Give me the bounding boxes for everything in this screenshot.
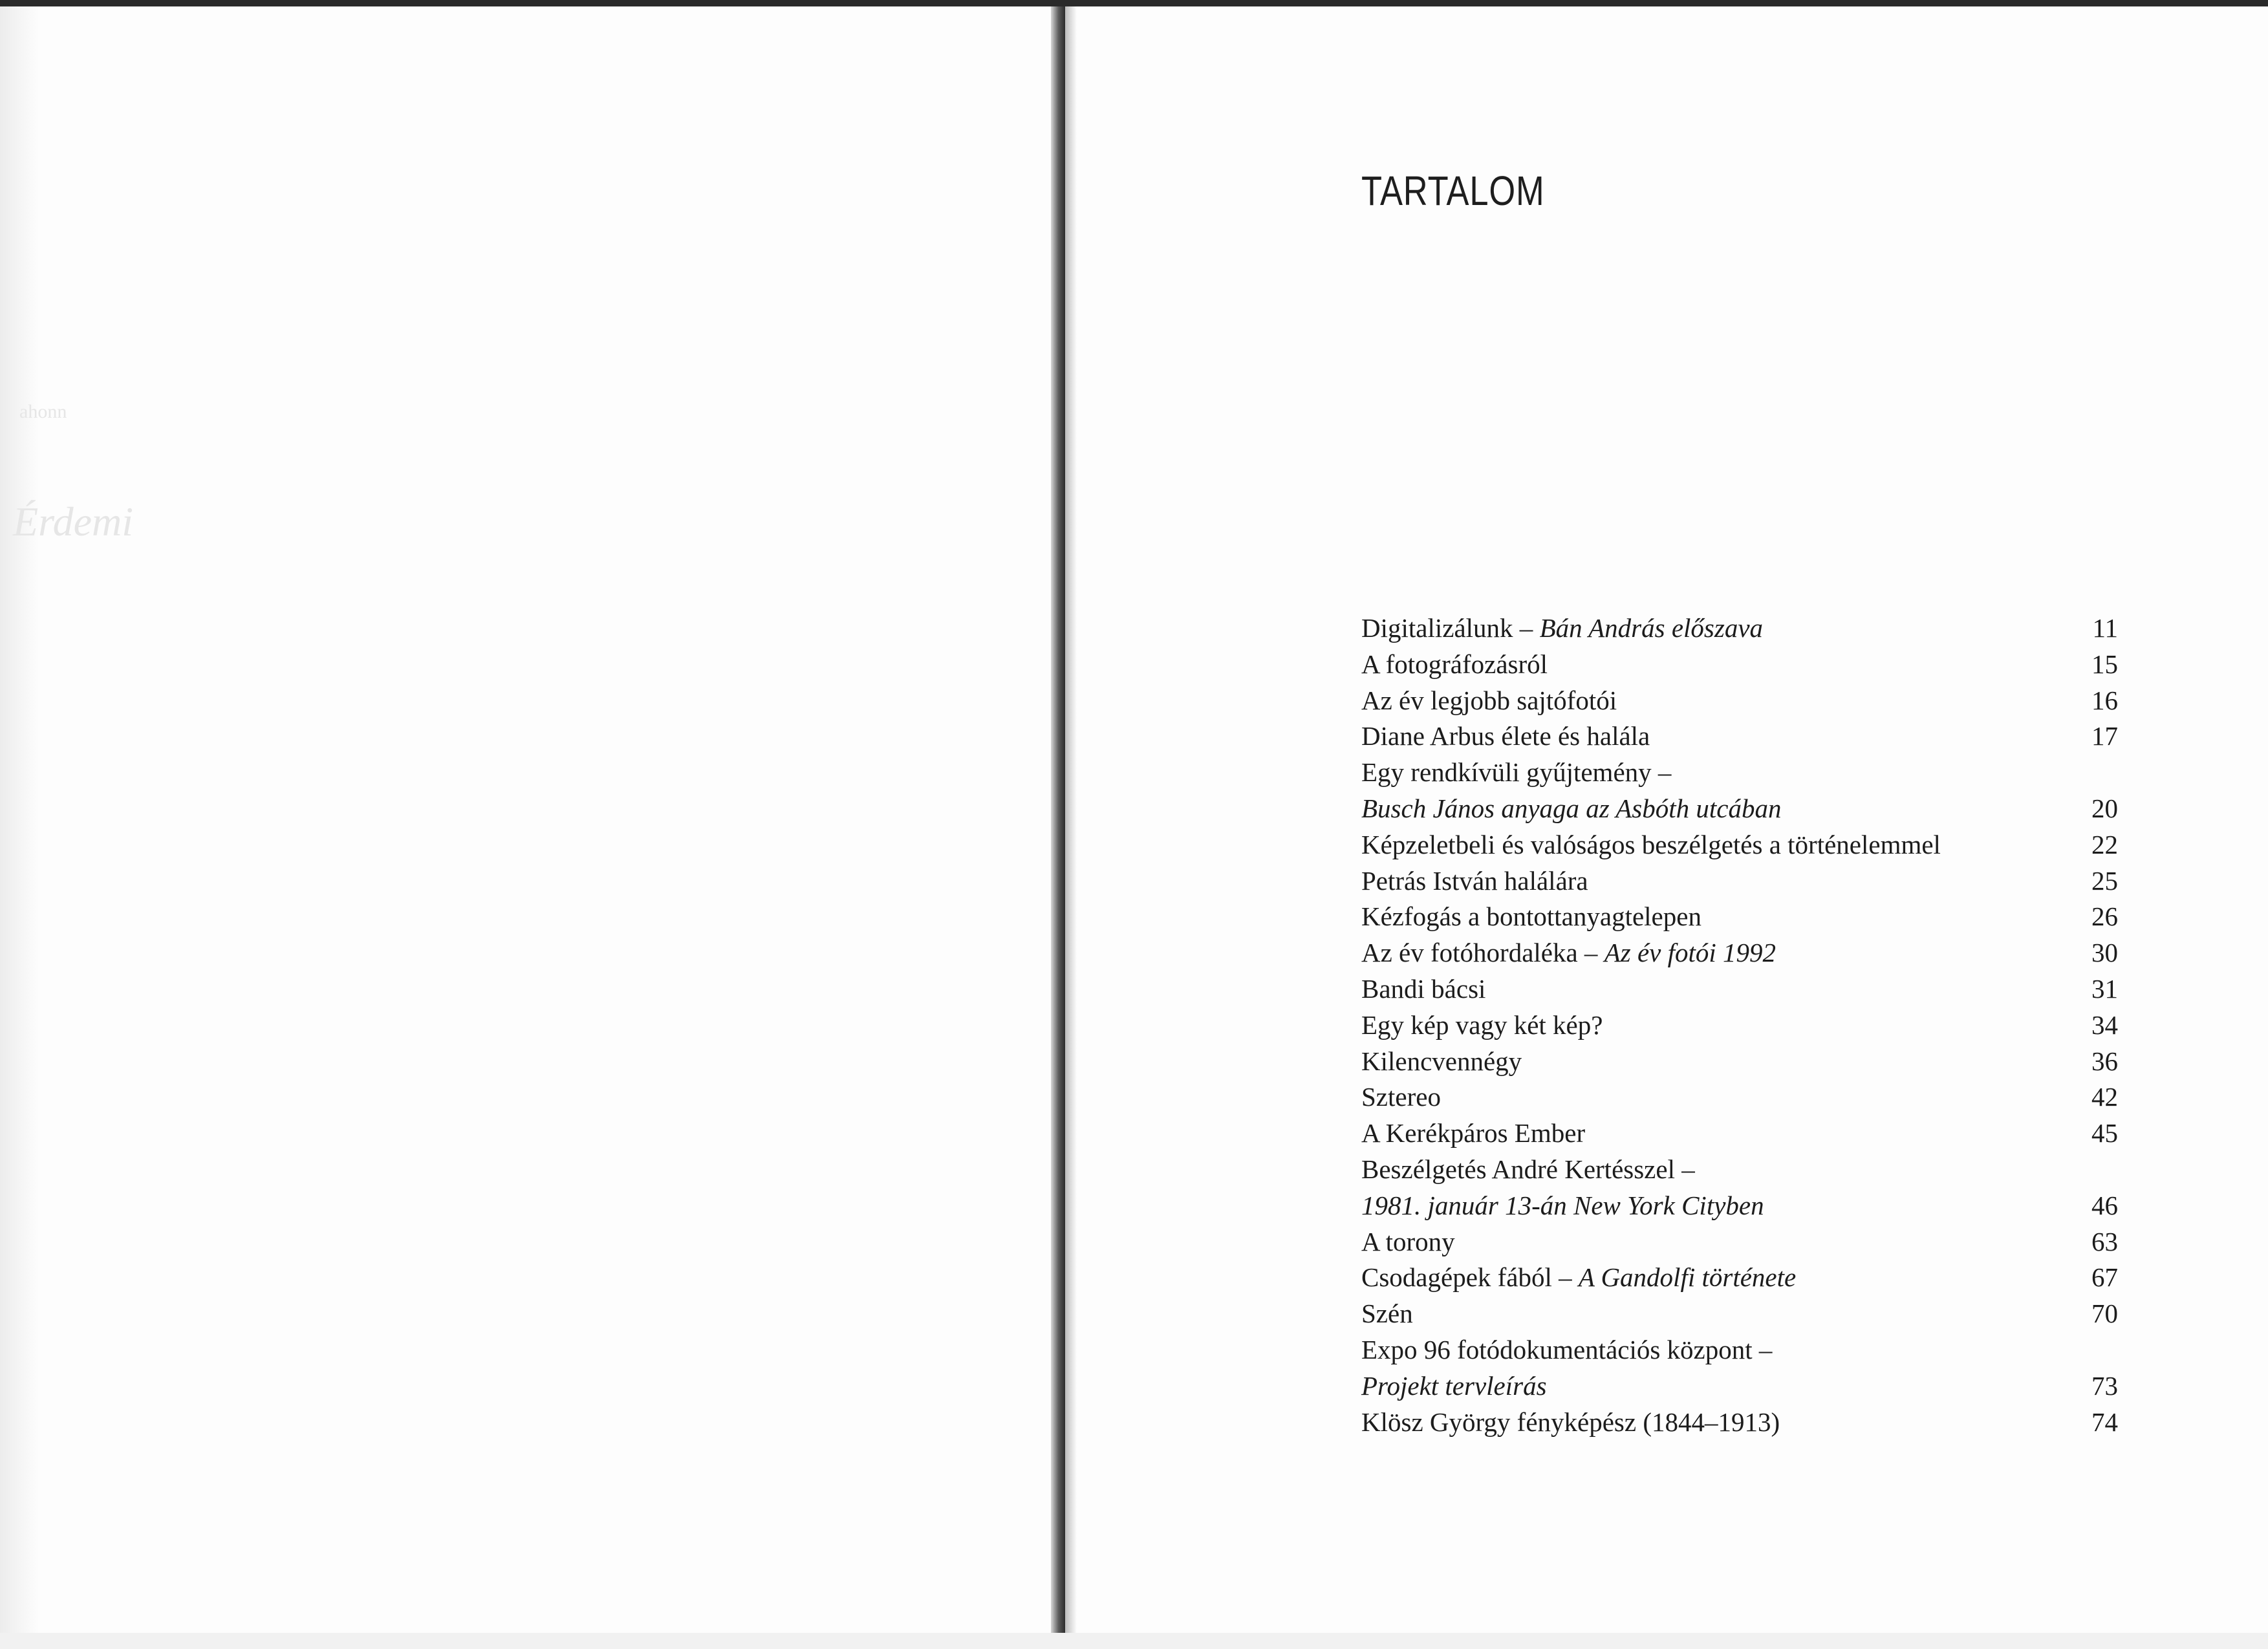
toc-entry	[1361, 1332, 2118, 1405]
toc-entry-title: Bandi bácsi	[1361, 973, 1486, 1004]
book-spine	[1051, 6, 1065, 1633]
toc-entry-title: Egy rendkívüli gyűjtemény –	[1361, 757, 1672, 788]
toc-entry	[1361, 1224, 2118, 1260]
toc-entry-subtitle: Projekt tervleírás	[1361, 1370, 1547, 1401]
toc-page-number: 22	[2091, 829, 2118, 859]
toc-entry-title: A fotográfozásról	[1361, 649, 1548, 679]
toc-entry-title: Petrás István halálára	[1361, 865, 1588, 896]
toc-page-number: 16	[2091, 685, 2118, 715]
table-of-contents	[1361, 610, 2118, 1440]
toc-entry-title: Az év fotóhordaléka –	[1361, 938, 1604, 968]
toc-page-number: 74	[2091, 1406, 2118, 1437]
toc-entry	[1361, 1296, 2118, 1332]
toc-entry-text	[1361, 610, 1763, 647]
toc-page-number: 42	[2091, 1082, 2118, 1112]
toc-entry	[1361, 1044, 2118, 1080]
toc-entry-text	[1361, 1260, 1796, 1296]
toc-page-number: 31	[2091, 973, 2118, 1004]
toc-entry	[1361, 1260, 2118, 1296]
spine-shadow	[1065, 6, 1077, 1633]
toc-entry-text	[1361, 755, 1782, 827]
toc-entry	[1361, 718, 2118, 755]
toc-entry-subtitle: Bán András előszava	[1539, 613, 1764, 643]
toc-entry	[1361, 863, 2118, 900]
toc-entry-text	[1361, 935, 1776, 971]
toc-entry-subtitle: Az év fotói 1992	[1604, 938, 1777, 968]
toc-entry-title: A torony	[1361, 1226, 1455, 1256]
toc-entry	[1361, 971, 2118, 1008]
bleed-through-text: Érdemi	[13, 499, 134, 544]
toc-entry-title: Sztereo	[1361, 1082, 1441, 1112]
toc-entry-title: Digitalizálunk –	[1361, 613, 1540, 643]
toc-entry-subtitle: A Gandolfi története	[1578, 1262, 1797, 1293]
toc-page-number: 26	[2091, 901, 2118, 932]
toc-entry	[1361, 827, 2118, 863]
toc-entry-title: Expo 96 fotódokumentációs központ –	[1361, 1334, 1773, 1364]
left-page	[0, 6, 1051, 1633]
toc-page-number: 20	[2091, 793, 2118, 823]
toc-entry-subtitle: 1981. január 13-án New York Cityben	[1361, 1190, 1764, 1220]
toc-entry	[1361, 610, 2118, 647]
toc-entry	[1361, 647, 2118, 683]
toc-entry-title: Diane Arbus élete és halála	[1361, 721, 1650, 751]
toc-page-number: 15	[2091, 649, 2118, 679]
toc-page-number: 67	[2091, 1262, 2118, 1293]
toc-entry-title: Kilencvennégy	[1361, 1046, 1522, 1076]
toc-page-number: 25	[2091, 865, 2118, 896]
toc-entry	[1361, 1152, 2118, 1224]
toc-entry	[1361, 935, 2118, 971]
toc-entry-subtitle: Busch János anyaga az Asbóth utcában	[1361, 793, 1782, 823]
toc-entry-title: Az év legjobb sajtófotói	[1361, 685, 1617, 715]
toc-page-number: 63	[2091, 1226, 2118, 1256]
toc-entry-title: Kézfogás a bontottanyagtelepen	[1361, 901, 1701, 932]
toc-entry	[1361, 755, 2118, 827]
toc-page-number: 70	[2091, 1299, 2118, 1329]
toc-entry-text	[1361, 1332, 1772, 1405]
toc-page-number: 45	[2091, 1118, 2118, 1148]
toc-page-number: 46	[2091, 1190, 2118, 1220]
toc-page-number: 11	[2092, 613, 2118, 643]
toc-entry	[1361, 1116, 2118, 1152]
toc-entry-title: Klösz György fényképész (1844–1913)	[1361, 1406, 1780, 1437]
toc-page-number: 30	[2091, 938, 2118, 968]
scan-top-edge	[0, 0, 2268, 6]
toc-entry	[1361, 683, 2118, 719]
toc-page-number: 34	[2091, 1009, 2118, 1040]
left-page-edge-shade	[0, 6, 39, 1633]
bleed-through-text: ahonn	[19, 401, 67, 422]
scan-bottom-edge	[0, 1633, 2268, 1649]
toc-entry-title: Szén	[1361, 1299, 1413, 1329]
toc-page-number: 36	[2091, 1046, 2118, 1076]
toc-page-number: 73	[2091, 1370, 2118, 1401]
toc-entry	[1361, 1008, 2118, 1044]
toc-entry-title: Beszélgetés André Kertésszel –	[1361, 1154, 1695, 1184]
page-title: TARTALOM	[1361, 167, 1545, 214]
toc-entry-title: Egy kép vagy két kép?	[1361, 1009, 1603, 1040]
toc-entry-title: Csodagépek fából –	[1361, 1262, 1579, 1293]
toc-entry-text	[1361, 1152, 1764, 1224]
toc-entry-title: Képzeletbeli és valóságos beszélgetés a történelemmel	[1361, 829, 1941, 859]
toc-entry	[1361, 1405, 2118, 1441]
toc-entry	[1361, 1079, 2118, 1116]
toc-entry-title: A Kerékpáros Ember	[1361, 1118, 1586, 1148]
toc-page-number: 17	[2091, 721, 2118, 751]
toc-entry	[1361, 899, 2118, 935]
